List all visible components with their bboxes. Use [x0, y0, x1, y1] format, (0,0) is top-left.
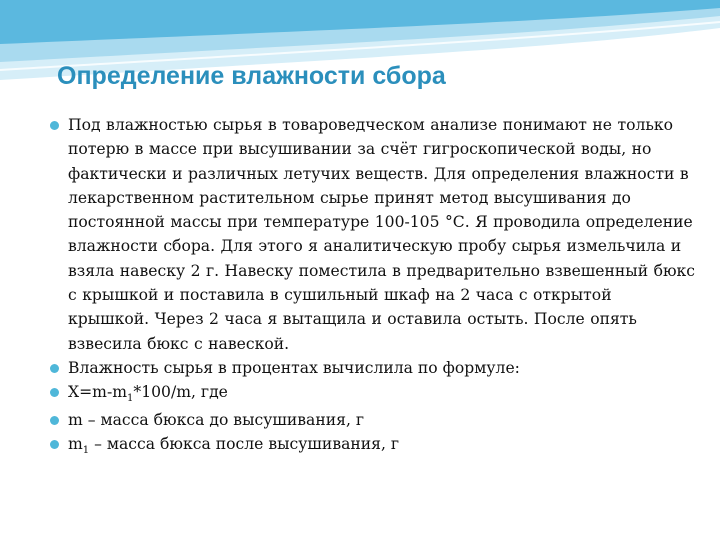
item-part: m — [68, 434, 83, 453]
subscript: 1 — [82, 444, 90, 456]
list-item — [48, 113, 698, 356]
subscript: 1 — [127, 393, 134, 405]
bullet-icon — [50, 121, 59, 130]
list-item — [48, 432, 698, 459]
item-text: m – масса бюкса до высушивания, г — [68, 410, 365, 429]
bullet-icon — [50, 364, 59, 373]
item-part: – масса бюкса после высушивания, г — [89, 434, 400, 453]
bullet-icon — [50, 388, 59, 397]
bullet-icon — [50, 440, 59, 449]
list-item — [48, 408, 698, 432]
item-text: Под влажностью сырья в товароведческом анализе понимают не только потерю в массе при высушивании за счёт гигроскопической воды, но фактически и различных летучих веществ. Для определения влажности в лекарственном растительном сырье принят метод высушивания до постоянной массы при температуре 100-105 °С. Я проводила определение влажности сбора. Для этого я аналитическую пробу сырья измельчила и взяла навеску 2 г. Навеску поместила в предварительно взвешенный бюкс с крышкой и поставила в сушильный шкаф на 2 часа с открытой крышкой. Через 2 часа я вытащила и оставила остыть. После опять взвесила бюкс с навеской. — [68, 116, 696, 353]
formula-item — [48, 380, 698, 407]
formula-part: *100/m, где — [133, 383, 228, 402]
list-item — [48, 356, 698, 380]
bullet-icon — [50, 416, 59, 425]
bullet-list — [48, 113, 698, 459]
item-text: Влажность сырья в процентах вычислила по формуле: — [68, 358, 520, 377]
formula-part: X=m-m — [68, 383, 128, 402]
slide-title: Определение влажности сбора — [57, 62, 446, 90]
